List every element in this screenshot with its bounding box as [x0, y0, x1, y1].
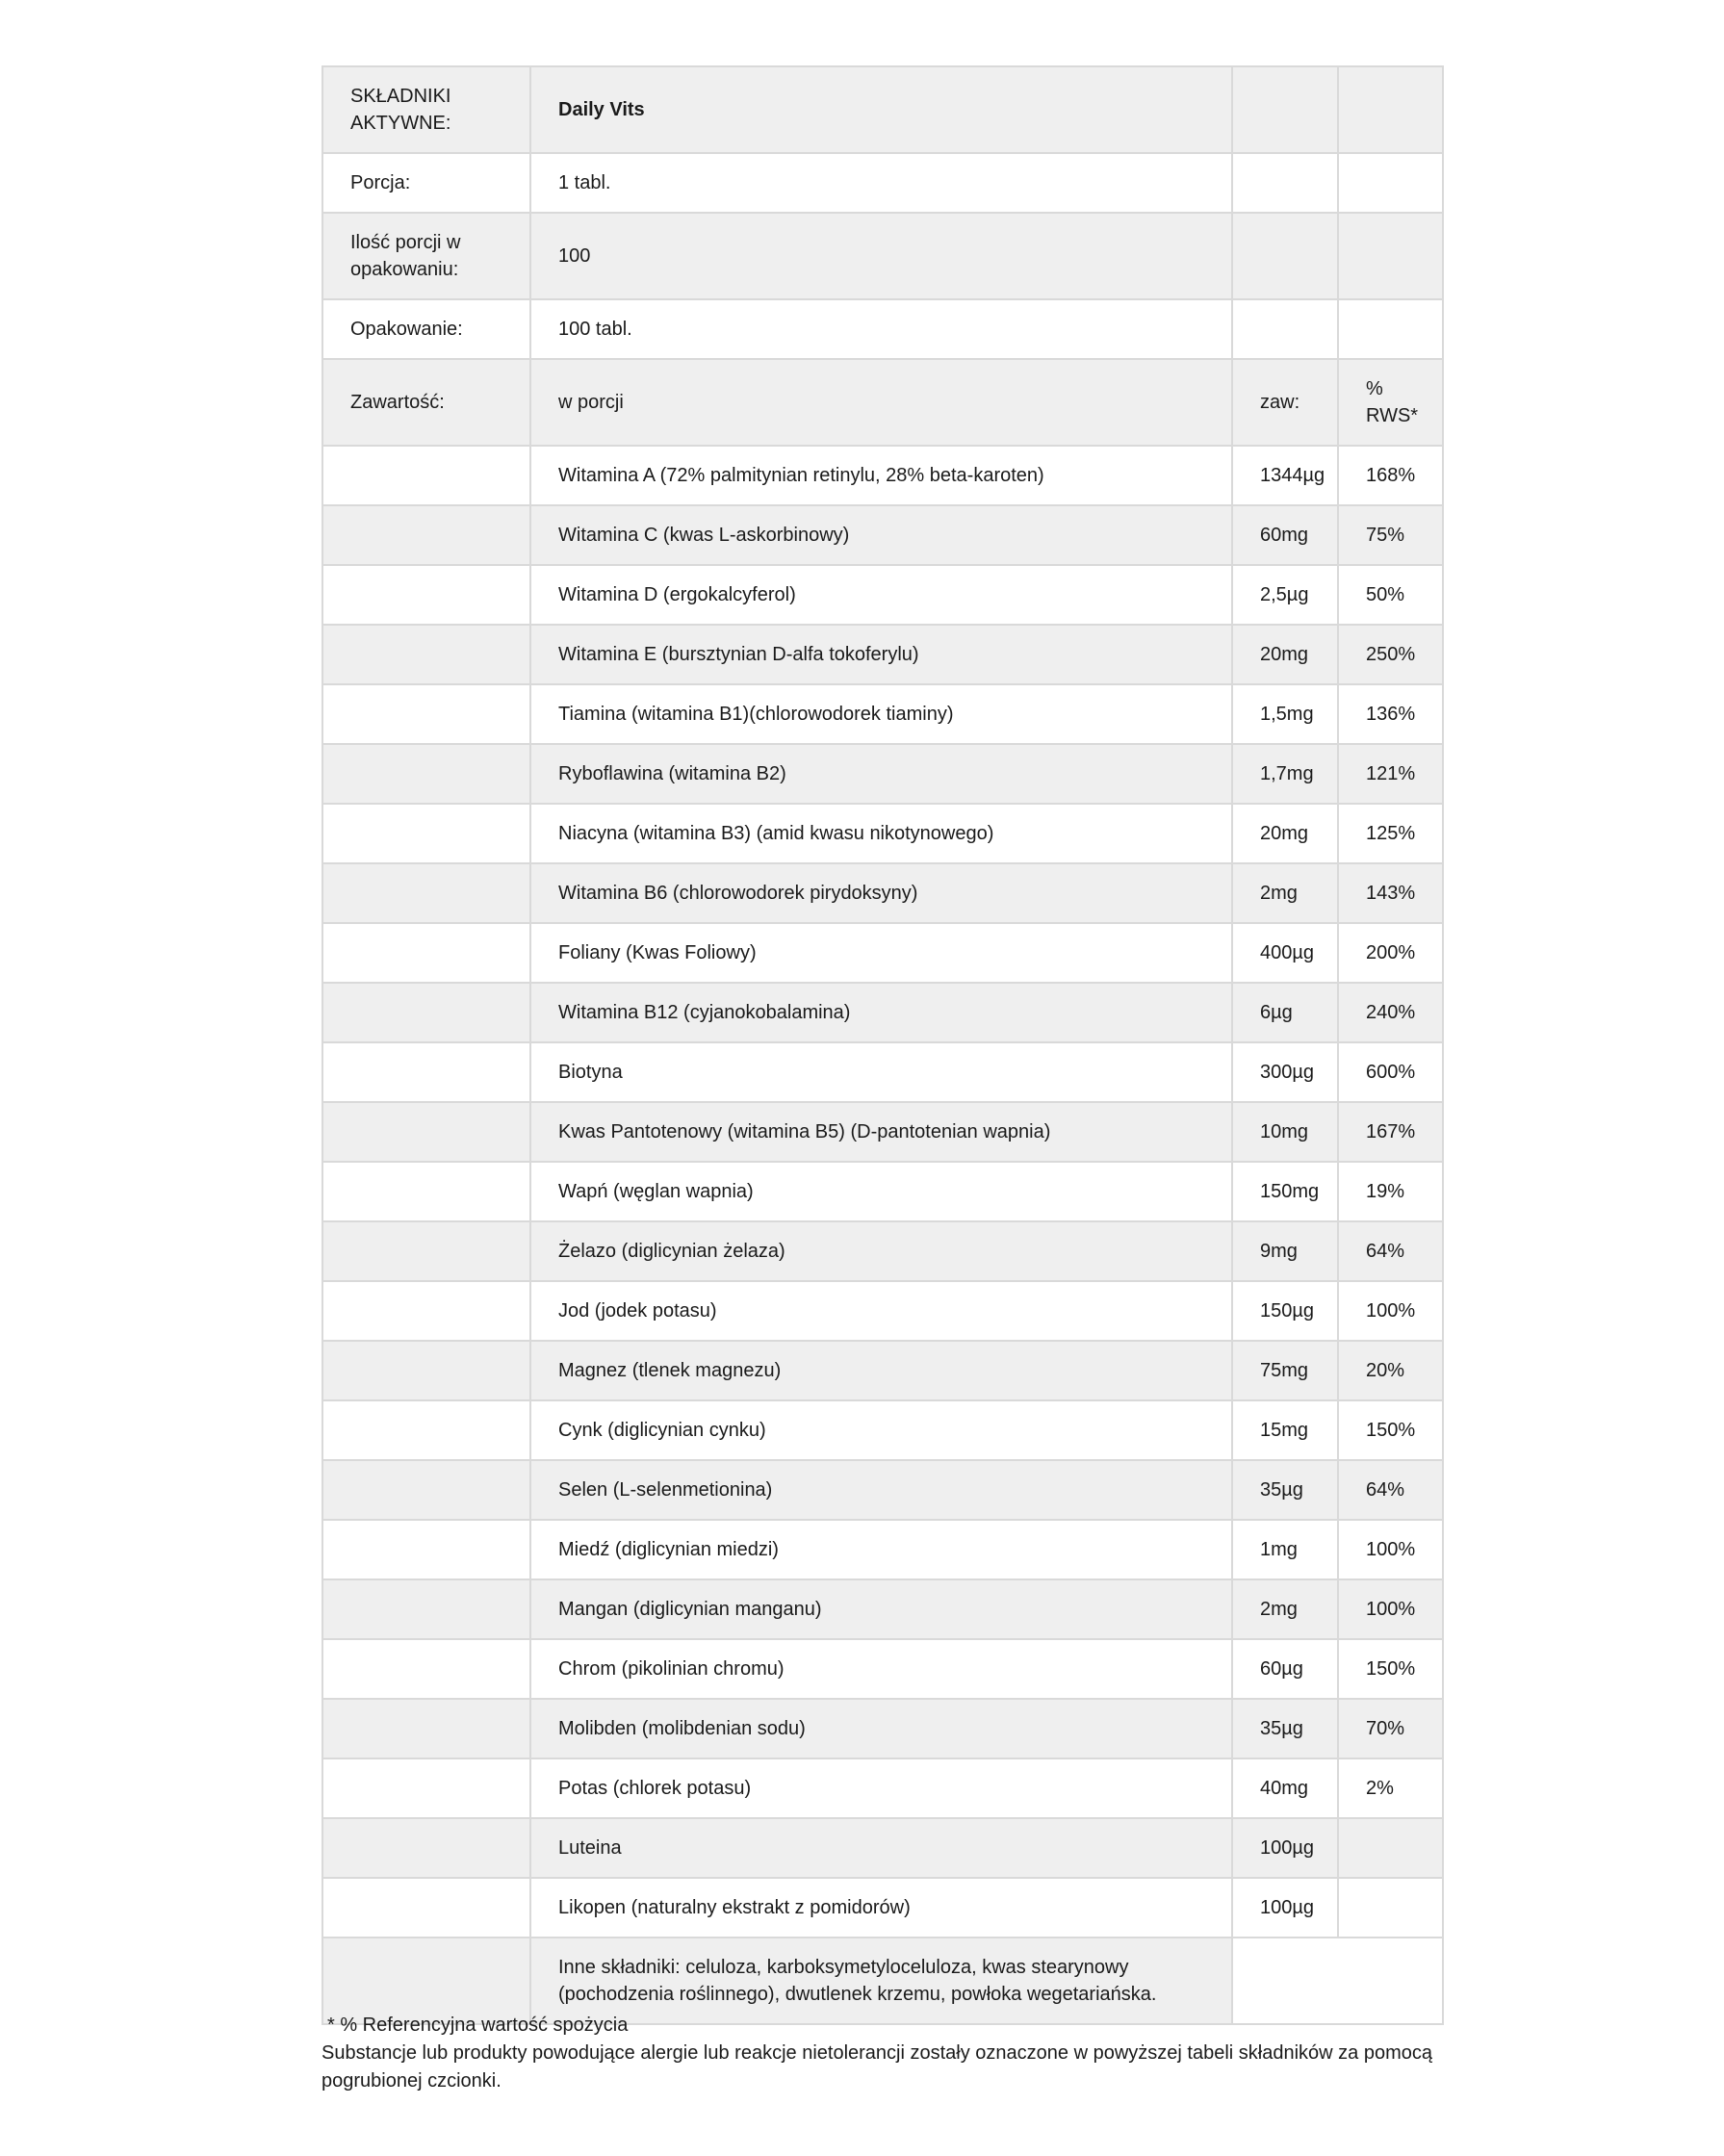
ingredient-name: Witamina C (kwas L-askorbinowy): [530, 505, 1232, 565]
value-cell: 100: [530, 213, 1232, 299]
ingredient-name: Selen (L-selenmetionina): [530, 1460, 1232, 1520]
ingredient-name: Jod (jodek potasu): [530, 1281, 1232, 1341]
ingredient-rws: 2%: [1338, 1758, 1443, 1818]
ingredient-name: Tiamina (witamina B1)(chlorowodorek tiaminy): [530, 684, 1232, 744]
ingredient-row: [322, 1400, 1443, 1460]
value-cell: 100 tabl.: [530, 299, 1232, 359]
empty-label-cell: [322, 1758, 530, 1818]
ingredient-amount: 100µg: [1232, 1878, 1338, 1938]
ingredient-row: [322, 565, 1443, 625]
amount-cell: [1232, 66, 1338, 153]
rws-cell: [1338, 299, 1443, 359]
footnotes: [322, 2012, 1457, 2095]
empty-label-cell: [322, 505, 530, 565]
empty-label-cell: [322, 446, 530, 505]
rws-cell: [1338, 66, 1443, 153]
ingredient-amount: 300µg: [1232, 1042, 1338, 1102]
empty-label-cell: [322, 983, 530, 1042]
ingredient-amount: 20mg: [1232, 804, 1338, 863]
ingredient-row: [322, 983, 1443, 1042]
rws-cell: [1338, 153, 1443, 213]
empty-label-cell: [322, 1162, 530, 1221]
ingredient-rws: 240%: [1338, 983, 1443, 1042]
ingredient-amount: 35µg: [1232, 1460, 1338, 1520]
ingredient-name: Kwas Pantotenowy (witamina B5) (D-pantotenian wapnia): [530, 1102, 1232, 1162]
product-name: Daily Vits: [530, 66, 1232, 153]
ingredient-amount: 100µg: [1232, 1818, 1338, 1878]
ingredient-name: Chrom (pikolinian chromu): [530, 1639, 1232, 1699]
ingredient-row: [322, 744, 1443, 804]
header-row-content: [322, 359, 1443, 446]
ingredient-row: [322, 1699, 1443, 1758]
header-row-serving: [322, 153, 1443, 213]
value-cell: w porcji: [530, 359, 1232, 446]
ingredient-amount: 35µg: [1232, 1699, 1338, 1758]
ingredient-row: [322, 1042, 1443, 1102]
empty-label-cell: [322, 625, 530, 684]
ingredient-rws: [1338, 1878, 1443, 1938]
value-cell: 1 tabl.: [530, 153, 1232, 213]
empty-label-cell: [322, 1400, 530, 1460]
ingredient-amount: 60mg: [1232, 505, 1338, 565]
ingredient-row: [322, 1341, 1443, 1400]
ingredient-rws: 20%: [1338, 1341, 1443, 1400]
empty-label-cell: [322, 1102, 530, 1162]
ingredient-rws: 150%: [1338, 1639, 1443, 1699]
ingredient-name: Potas (chlorek potasu): [530, 1758, 1232, 1818]
ingredient-row: [322, 684, 1443, 744]
ingredient-row: [322, 1520, 1443, 1579]
amount-cell: [1232, 213, 1338, 299]
ingredient-amount: 40mg: [1232, 1758, 1338, 1818]
label-cell: Opakowanie:: [322, 299, 530, 359]
ingredient-amount: 1,5mg: [1232, 684, 1338, 744]
ingredient-row: [322, 1281, 1443, 1341]
ingredient-amount: 6µg: [1232, 983, 1338, 1042]
empty-label-cell: [322, 1042, 530, 1102]
ingredients-table-body: [322, 66, 1443, 2024]
ingredient-amount: 150mg: [1232, 1162, 1338, 1221]
amount-header: zaw:: [1232, 359, 1338, 446]
ingredient-rws: 50%: [1338, 565, 1443, 625]
ingredient-row: [322, 1878, 1443, 1938]
ingredient-name: Miedź (diglicynian miedzi): [530, 1520, 1232, 1579]
ingredient-rws: 70%: [1338, 1699, 1443, 1758]
ingredient-name: Witamina B12 (cyjanokobalamina): [530, 983, 1232, 1042]
ingredient-rws: 100%: [1338, 1579, 1443, 1639]
ingredient-row: [322, 804, 1443, 863]
ingredient-rws: 143%: [1338, 863, 1443, 923]
empty-label-cell: [322, 923, 530, 983]
ingredient-rws: 121%: [1338, 744, 1443, 804]
ingredient-row: [322, 1460, 1443, 1520]
ingredient-name: Ryboflawina (witamina B2): [530, 744, 1232, 804]
ingredient-row: [322, 863, 1443, 923]
ingredient-rws: 19%: [1338, 1162, 1443, 1221]
ingredient-rws: [1338, 1818, 1443, 1878]
ingredient-amount: 150µg: [1232, 1281, 1338, 1341]
ingredient-name: Cynk (diglicynian cynku): [530, 1400, 1232, 1460]
ingredient-name: Molibden (molibdenian sodu): [530, 1699, 1232, 1758]
ingredient-rws: 64%: [1338, 1221, 1443, 1281]
amount-cell: [1232, 299, 1338, 359]
empty-label-cell: [322, 1221, 530, 1281]
ingredient-amount: 2mg: [1232, 863, 1338, 923]
ingredient-row: [322, 1162, 1443, 1221]
ingredient-amount: 1,7mg: [1232, 744, 1338, 804]
ingredient-row: [322, 1639, 1443, 1699]
ingredient-row: [322, 1758, 1443, 1818]
ingredient-name: Luteina: [530, 1818, 1232, 1878]
ingredient-amount: 400µg: [1232, 923, 1338, 983]
empty-label-cell: [322, 1281, 530, 1341]
ingredient-name: Magnez (tlenek magnezu): [530, 1341, 1232, 1400]
label-cell: Ilość porcji w opakowaniu:: [322, 213, 530, 299]
ingredient-name: Wapń (węglan wapnia): [530, 1162, 1232, 1221]
empty-label-cell: [322, 804, 530, 863]
ingredient-name: Niacyna (witamina B3) (amid kwasu nikotynowego): [530, 804, 1232, 863]
ingredient-rws: 136%: [1338, 684, 1443, 744]
ingredient-name: Witamina A (72% palmitynian retinylu, 28% beta-karoten): [530, 446, 1232, 505]
ingredient-amount: 2,5µg: [1232, 565, 1338, 625]
empty-label-cell: [322, 863, 530, 923]
ingredient-rws: 250%: [1338, 625, 1443, 684]
ingredient-amount: 1344µg: [1232, 446, 1338, 505]
ingredient-name: Mangan (diglicynian manganu): [530, 1579, 1232, 1639]
ingredient-amount: 15mg: [1232, 1400, 1338, 1460]
rws-header: % RWS*: [1338, 359, 1443, 446]
empty-label-cell: [322, 1579, 530, 1639]
ingredient-rws: 167%: [1338, 1102, 1443, 1162]
ingredient-name: Witamina B6 (chlorowodorek pirydoksyny): [530, 863, 1232, 923]
rws-footnote: * % Referencyjna wartość spożycia: [327, 2015, 629, 2036]
ingredient-name: Likopen (naturalny ekstrakt z pomidorów): [530, 1878, 1232, 1938]
ingredient-rws: 200%: [1338, 923, 1443, 983]
ingredient-amount: 20mg: [1232, 625, 1338, 684]
ingredient-name: Biotyna: [530, 1042, 1232, 1102]
ingredient-amount: 60µg: [1232, 1639, 1338, 1699]
ingredient-row: [322, 446, 1443, 505]
ingredient-amount: 2mg: [1232, 1579, 1338, 1639]
empty-label-cell: [322, 1818, 530, 1878]
ingredient-row: [322, 923, 1443, 983]
ingredients-table: [322, 65, 1444, 2025]
ingredient-row: [322, 505, 1443, 565]
ingredient-rws: 600%: [1338, 1042, 1443, 1102]
header-row-package: [322, 299, 1443, 359]
ingredient-rws: 168%: [1338, 446, 1443, 505]
ingredient-name: Witamina E (bursztynian D-alfa tokoferylu): [530, 625, 1232, 684]
empty-label-cell: [322, 1639, 530, 1699]
ingredient-row: [322, 1102, 1443, 1162]
amount-cell: [1232, 153, 1338, 213]
empty-label-cell: [322, 1878, 530, 1938]
ingredient-rws: 100%: [1338, 1281, 1443, 1341]
rws-cell: [1338, 213, 1443, 299]
empty-label-cell: [322, 684, 530, 744]
ingredient-rws: 75%: [1338, 505, 1443, 565]
other-ingredients: Inne składniki: celuloza, karboksymetyloceluloza, kwas stearynowy (pochodzenia roślinnego), dwutlenek krzemu, powłoka wegetariańska.: [530, 1938, 1232, 2024]
ingredient-rws: 125%: [1338, 804, 1443, 863]
ingredient-rws: 64%: [1338, 1460, 1443, 1520]
ingredient-amount: 9mg: [1232, 1221, 1338, 1281]
empty-label-cell: [322, 1341, 530, 1400]
ingredient-row: [322, 1221, 1443, 1281]
ingredient-rws: 100%: [1338, 1520, 1443, 1579]
ingredient-name: Witamina D (ergokalcyferol): [530, 565, 1232, 625]
ingredient-rws: 150%: [1338, 1400, 1443, 1460]
header-row-servings-per-package: [322, 213, 1443, 299]
allergen-footnote: Substancje lub produkty powodujące alergie lub reakcje nietolerancji zostały oznaczone w powyższej tabeli składników za pomocą pogrubionej czcionki.: [322, 2042, 1432, 2092]
ingredient-name: Foliany (Kwas Foliowy): [530, 923, 1232, 983]
ingredient-amount: 10mg: [1232, 1102, 1338, 1162]
ingredient-name: Żelazo (diglicynian żelaza): [530, 1221, 1232, 1281]
ingredient-row: [322, 1818, 1443, 1878]
ingredient-row: [322, 1579, 1443, 1639]
ingredient-row: [322, 625, 1443, 684]
empty-label-cell: [322, 565, 530, 625]
empty-label-cell: [322, 1460, 530, 1520]
ingredient-amount: 1mg: [1232, 1520, 1338, 1579]
empty-label-cell: [322, 1699, 530, 1758]
empty-label-cell: [322, 744, 530, 804]
empty-label-cell: [322, 1520, 530, 1579]
label-cell: SKŁADNIKI AKTYWNE:: [322, 66, 530, 153]
label-cell: Zawartość:: [322, 359, 530, 446]
ingredient-amount: 75mg: [1232, 1341, 1338, 1400]
supplement-facts-sheet: [322, 65, 1442, 2025]
header-row-active-ingredients: [322, 66, 1443, 153]
label-cell: Porcja:: [322, 153, 530, 213]
